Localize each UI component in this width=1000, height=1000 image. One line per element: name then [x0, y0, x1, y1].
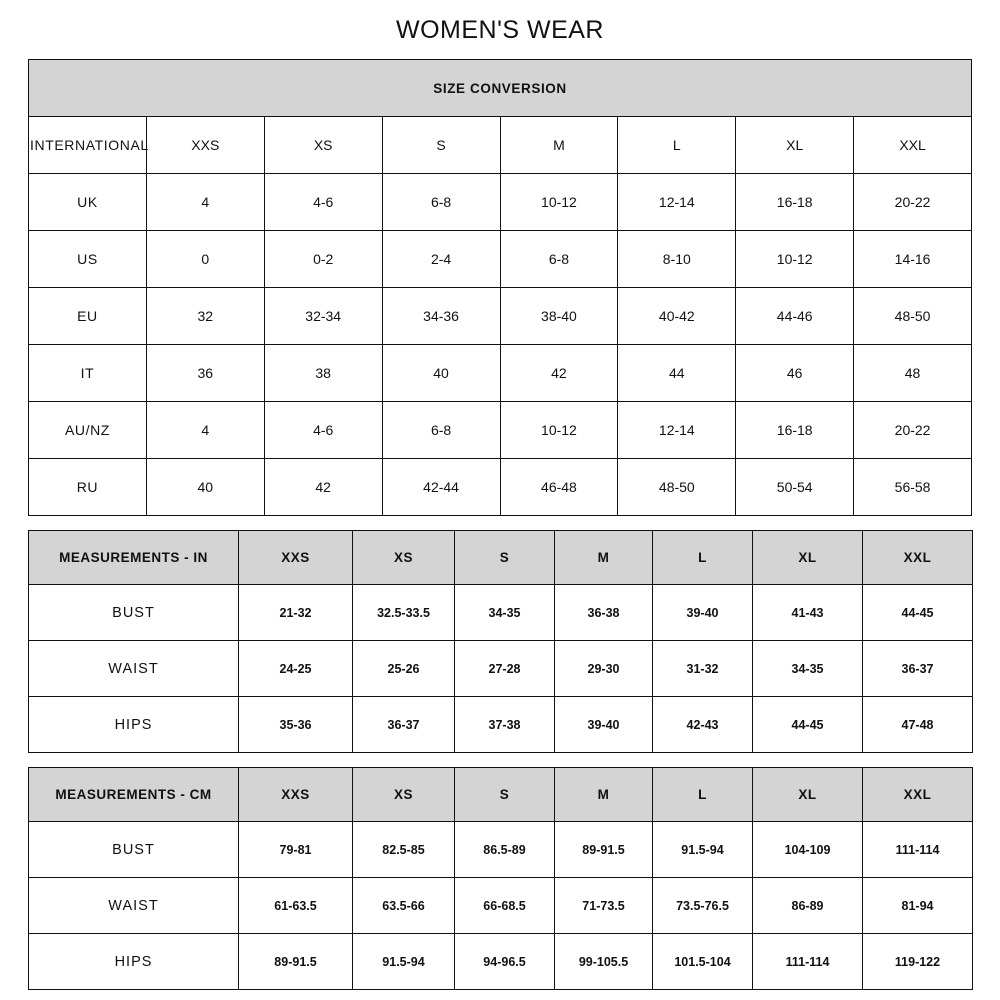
conv-cell: 40	[382, 345, 500, 402]
conv-header-xxl: XXL	[854, 117, 972, 174]
conv-cell: 2-4	[382, 231, 500, 288]
meas-in-header-s: S	[455, 531, 555, 585]
conv-cell: 50-54	[736, 459, 854, 516]
meas-in-cell: 27-28	[455, 641, 555, 697]
meas-cm-cell: 89-91.5	[555, 822, 653, 878]
meas-cm-cell: 66-68.5	[455, 878, 555, 934]
meas-in-cell: 39-40	[653, 585, 753, 641]
table-row	[29, 231, 972, 288]
conv-cell: 34-36	[382, 288, 500, 345]
conv-cell: 16-18	[736, 402, 854, 459]
meas-in-cell: 35-36	[239, 697, 353, 753]
measurements-inches-table	[28, 530, 973, 753]
meas-cm-cell: 111-114	[863, 822, 973, 878]
meas-in-header-m: M	[555, 531, 653, 585]
meas-in-cell: 39-40	[555, 697, 653, 753]
conv-cell: 10-12	[500, 402, 618, 459]
table-row	[29, 288, 972, 345]
meas-cm-cell: 99-105.5	[555, 934, 653, 990]
meas-in-cell: 36-37	[353, 697, 455, 753]
meas-cm-cell: 101.5-104	[653, 934, 753, 990]
conv-cell: 4-6	[264, 174, 382, 231]
meas-in-header-xs: XS	[353, 531, 455, 585]
meas-cm-cell: 79-81	[239, 822, 353, 878]
meas-cm-cell: 89-91.5	[239, 934, 353, 990]
conv-header-international: INTERNATIONAL	[29, 117, 147, 174]
conv-cell: 12-14	[618, 174, 736, 231]
meas-cm-cell: 81-94	[863, 878, 973, 934]
conv-cell: 36	[146, 345, 264, 402]
conv-cell: 8-10	[618, 231, 736, 288]
meas-in-cell: 36-37	[863, 641, 973, 697]
meas-cm-cell: 82.5-85	[353, 822, 455, 878]
conv-cell: 6-8	[382, 402, 500, 459]
conv-cell: 48	[854, 345, 972, 402]
conv-cell: 12-14	[618, 402, 736, 459]
conv-cell: 4	[146, 174, 264, 231]
conv-cell: 20-22	[854, 174, 972, 231]
table-row	[29, 345, 972, 402]
conv-cell: 42	[264, 459, 382, 516]
meas-in-header-l: L	[653, 531, 753, 585]
conv-cell: 32-34	[264, 288, 382, 345]
meas-cm-cell: 94-96.5	[455, 934, 555, 990]
meas-cm-cell: 91.5-94	[353, 934, 455, 990]
meas-cm-header-m: M	[555, 768, 653, 822]
table-row	[29, 641, 973, 697]
size-conversion-table	[28, 59, 972, 516]
meas-in-header-xl: XL	[753, 531, 863, 585]
meas-cm-row-label-waist: WAIST	[29, 878, 239, 934]
meas-in-cell: 47-48	[863, 697, 973, 753]
table-row	[29, 585, 973, 641]
meas-in-cell: 29-30	[555, 641, 653, 697]
conv-row-label-us: US	[29, 231, 147, 288]
meas-in-cell: 32.5-33.5	[353, 585, 455, 641]
conv-cell: 42-44	[382, 459, 500, 516]
table-banner-row	[29, 60, 972, 117]
table-row	[29, 402, 972, 459]
meas-in-cell: 36-38	[555, 585, 653, 641]
conv-cell: 4	[146, 402, 264, 459]
conv-cell: 48-50	[618, 459, 736, 516]
meas-cm-header-xxs: XXS	[239, 768, 353, 822]
conv-cell: 44	[618, 345, 736, 402]
table-row	[29, 459, 972, 516]
meas-cm-cell: 61-63.5	[239, 878, 353, 934]
meas-cm-header-xl: XL	[753, 768, 863, 822]
conv-header-l: L	[618, 117, 736, 174]
conv-header-s: S	[382, 117, 500, 174]
conv-row-label-ru: RU	[29, 459, 147, 516]
conv-header-m: M	[500, 117, 618, 174]
table-row	[29, 117, 972, 174]
conv-cell: 38	[264, 345, 382, 402]
meas-cm-header-xxl: XXL	[863, 768, 973, 822]
meas-in-cell: 24-25	[239, 641, 353, 697]
conv-row-label-aunz: AU/NZ	[29, 402, 147, 459]
table-header-row	[29, 768, 973, 822]
meas-in-cell: 42-43	[653, 697, 753, 753]
meas-cm-row-label-bust: BUST	[29, 822, 239, 878]
conv-header-xs: XS	[264, 117, 382, 174]
conv-cell: 40	[146, 459, 264, 516]
conv-cell: 40-42	[618, 288, 736, 345]
meas-in-row-label-hips: HIPS	[29, 697, 239, 753]
page-title: WOMEN'S WEAR	[396, 16, 604, 44]
conv-row-label-eu: EU	[29, 288, 147, 345]
conv-cell: 14-16	[854, 231, 972, 288]
meas-cm-cell: 91.5-94	[653, 822, 753, 878]
meas-cm-cell: 111-114	[753, 934, 863, 990]
meas-cm-cell: 71-73.5	[555, 878, 653, 934]
meas-cm-cell: 73.5-76.5	[653, 878, 753, 934]
conv-cell: 44-46	[736, 288, 854, 345]
table-row	[29, 822, 973, 878]
meas-cm-row-label-hips: HIPS	[29, 934, 239, 990]
meas-in-cell: 44-45	[753, 697, 863, 753]
conv-cell: 10-12	[736, 231, 854, 288]
conv-cell: 46-48	[500, 459, 618, 516]
meas-in-cell: 25-26	[353, 641, 455, 697]
table-header-row	[29, 531, 973, 585]
conv-cell: 20-22	[854, 402, 972, 459]
conv-row-label-uk: UK	[29, 174, 147, 231]
meas-in-cell: 34-35	[753, 641, 863, 697]
conv-cell: 0	[146, 231, 264, 288]
conv-cell: 4-6	[264, 402, 382, 459]
conv-cell: 0-2	[264, 231, 382, 288]
conv-cell: 42	[500, 345, 618, 402]
meas-in-header-label: MEASUREMENTS - IN	[29, 531, 239, 585]
meas-cm-header-label: MEASUREMENTS - CM	[29, 768, 239, 822]
measurements-cm-table	[28, 767, 973, 990]
conv-cell: 38-40	[500, 288, 618, 345]
meas-in-cell: 21-32	[239, 585, 353, 641]
conv-header-xxs: XXS	[146, 117, 264, 174]
meas-in-cell: 37-38	[455, 697, 555, 753]
meas-in-header-xxs: XXS	[239, 531, 353, 585]
table-row	[29, 878, 973, 934]
conv-cell: 6-8	[500, 231, 618, 288]
meas-cm-cell: 104-109	[753, 822, 863, 878]
size-conversion-banner: SIZE CONVERSION	[29, 60, 972, 117]
conv-cell: 46	[736, 345, 854, 402]
meas-in-header-xxl: XXL	[863, 531, 973, 585]
conv-row-label-it: IT	[29, 345, 147, 402]
meas-cm-cell: 63.5-66	[353, 878, 455, 934]
meas-in-cell: 41-43	[753, 585, 863, 641]
table-row	[29, 174, 972, 231]
meas-in-cell: 44-45	[863, 585, 973, 641]
conv-cell: 16-18	[736, 174, 854, 231]
meas-cm-header-xs: XS	[353, 768, 455, 822]
meas-cm-cell: 86-89	[753, 878, 863, 934]
conv-cell: 6-8	[382, 174, 500, 231]
meas-in-row-label-bust: BUST	[29, 585, 239, 641]
meas-cm-cell: 119-122	[863, 934, 973, 990]
meas-in-cell: 34-35	[455, 585, 555, 641]
conv-cell: 10-12	[500, 174, 618, 231]
meas-cm-header-s: S	[455, 768, 555, 822]
meas-in-cell: 31-32	[653, 641, 753, 697]
conv-cell: 48-50	[854, 288, 972, 345]
table-row	[29, 934, 973, 990]
meas-in-row-label-waist: WAIST	[29, 641, 239, 697]
meas-cm-cell: 86.5-89	[455, 822, 555, 878]
meas-cm-header-l: L	[653, 768, 753, 822]
table-row	[29, 697, 973, 753]
conv-cell: 56-58	[854, 459, 972, 516]
conv-cell: 32	[146, 288, 264, 345]
conv-header-xl: XL	[736, 117, 854, 174]
